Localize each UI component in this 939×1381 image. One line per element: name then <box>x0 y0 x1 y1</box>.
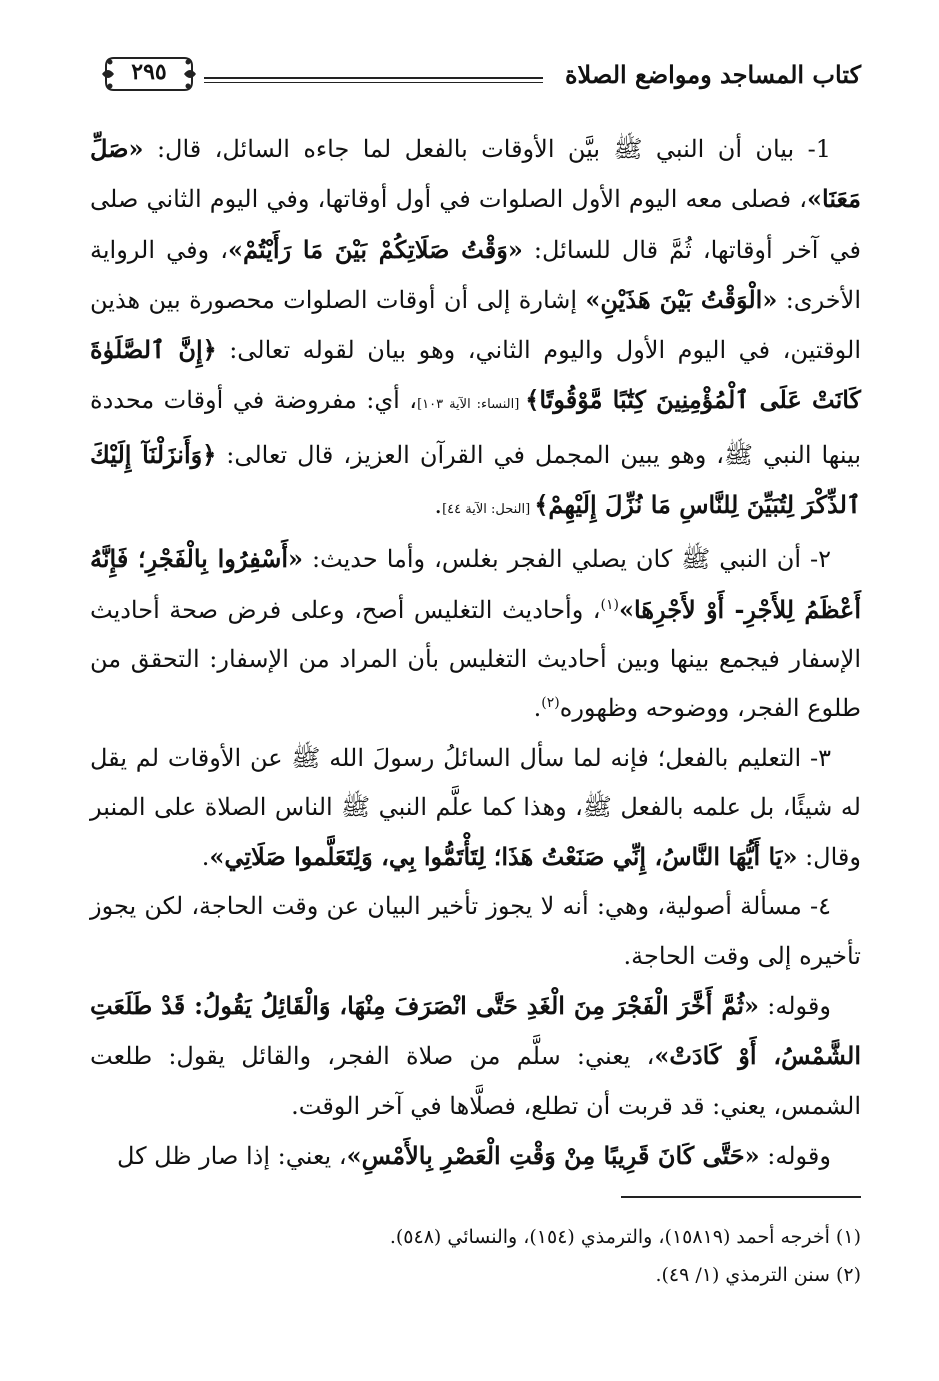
paragraph <box>90 124 861 534</box>
text-run: وقوله: <box>759 992 831 1021</box>
paragraph <box>90 981 861 1131</box>
hadith-quote: «أَسْفِرُوا بِالْفَجْرِ؛ فَإِنَّهُ أَعْظَمُ لِلأَجْرِ- أَوْ لأَجْرِهَا» <box>90 544 861 624</box>
text-run: إشارة إلى أن أوقات الصلوات محصورة بين هذين الوقتين، في اليوم الأول واليوم الثاني، وهو بيان لقوله تعالى: <box>90 285 861 365</box>
page-number-ornament <box>100 52 198 96</box>
quran-verse: ﴿وَأَنزَلْنَآ إِلَيْكَ ٱلذِّكْرَ لِتُبَيِّنَ لِلنَّاسِ مَا نُزِّلَ إِلَيْهِمْ﴾ <box>90 439 861 520</box>
text-run: ، أي: مفروضة في أوقات محددة بينها النبي ﷺ، وهو يبين المجمل في القرآن العزيز، قال تعالى: <box>90 386 861 469</box>
text-run: . <box>201 843 210 872</box>
hadith-quote: «حَتَّى كَانَ قَرِيبًا مِنْ وَقْتِ الْعَصْرِ بِالأَمْسِ» <box>346 1140 760 1170</box>
footnote-1: (١) أخرجه أحمد (١٥٨١٩)، والترمذي (١٥٤)، والنسائي (٥٤٨). <box>389 1226 861 1248</box>
text-run: ٣- التعليم بالفعل؛ فإنه لما سأل السائلُ رسولَ الله ﷺ عن الأوقات لم يقل له شيئًا، بل علمه بالفعل ﷺ، وهذا كما علَّم النبي ﷺ الناس الصلاة على المنبر وقال: <box>90 743 861 872</box>
page-number: ٢٩٥ <box>131 59 167 85</box>
hadith-quote: «يَا أَيُّهَا النَّاسُ، إِنِّي صَنَعْتُ هَذَا؛ لِتَأْتَمُّوا بِي، وَلِتَعَلَّموا صَلَاتِي» <box>209 842 798 872</box>
hadith-quote: «صَلِّ مَعَنَا» <box>90 134 861 214</box>
paragraph <box>90 1131 861 1181</box>
footnote-separator <box>621 1196 861 1198</box>
hadith-quote: «الْوَقْتُ بَيْنَ هَذَيْنِ» <box>585 284 778 314</box>
hadith-quote: «وَقْتُ صَلَاتِكُمْ بَيْنَ مَا رَأَيْتُمْ» <box>227 234 523 264</box>
paragraph <box>90 882 861 981</box>
quran-verse: ﴿إِنَّ ٱلصَّلَوٰةَ كَانَتْ عَلَى ٱلْمُؤْمِنِينَ كِتَٰبًا مَّوْقُوتًا﴾ <box>90 335 861 415</box>
text-run: ٤- مسألة أصولية، وهي: أنه لا يجوز تأخير البيان عن وقت الحاجة، لكن يجوز تأخيره إلى وقت الحاجة. <box>90 892 861 970</box>
text-run: . <box>434 491 443 520</box>
verse-reference: [النساء: الآية ١٠٣] <box>417 397 526 413</box>
hadith-quote: «ثُمَّ أَخَّرَ الْفَجْرَ مِنَ الْغَدِ حَتَّى انْصَرَفَ مِنْهَا، وَالْقَائِلُ يَقُولُ: قَدْ طَلَعَتِ الشَّمْسُ، أَوْ كَادَتْ» <box>90 991 861 1071</box>
header-rule <box>204 77 543 79</box>
text-run: ، وأحاديث التغليس أصح، وعلى فرض صحة أحاديث الإسفار فيجمع بينها وبين أحاديث التغليس بأن المراد من الإسفار: التحقق من طلوع الفجر، ووضوحه وظهوره <box>90 595 861 723</box>
text-run: ، فصلى معه اليوم الأول الصلوات في أول أوقاتها، وفي اليوم الثاني صلى في آخر أوقاتها، ثُمَّ قال للسائل: <box>90 185 862 264</box>
paragraph <box>90 734 861 883</box>
footnotes <box>90 1218 861 1294</box>
footnote-2: (٢) سنن الترمذي (١/ ٤٩). <box>655 1264 861 1286</box>
footnote-marker: (١) <box>600 596 619 613</box>
verse-reference: [النحل: الآية ٤٤] <box>442 502 535 518</box>
text-run: 1- بيان أن النبي ﷺ بيَّن الأوقات بالفعل لما جاءه السائل، قال: <box>143 135 831 163</box>
text-run: . <box>533 694 542 723</box>
text-run: وقوله: <box>759 1141 831 1170</box>
text-run: ، يعني: إذا صار ظل كل <box>116 1141 347 1170</box>
main-text <box>90 124 861 1181</box>
paragraph <box>90 534 861 733</box>
running-title: كتاب المساجد ومواضع الصلاة <box>564 60 861 89</box>
text-run: ، وفي الرواية الأخرى: <box>90 235 862 314</box>
page-header <box>96 60 861 100</box>
text-run: ٢- أن النبي ﷺ كان يصلي الفجر بغلس، وأما حديث: <box>302 545 831 574</box>
text-run: ، يعني: سلَّم من صلاة الفجر، والقائل يقول: طلعت الشمس، يعني: قد قربت أن تطلع، فصلَّاها في آخر الوقت. <box>90 1042 861 1120</box>
footnote-marker: (٢) <box>541 695 560 712</box>
